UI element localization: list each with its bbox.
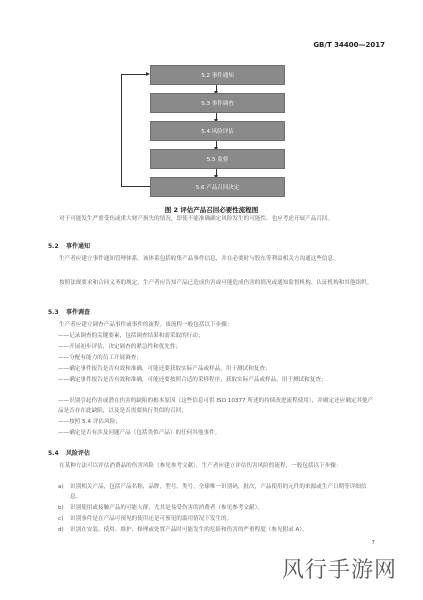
paragraph: 生产者应建立调查产品事件或事件的流程。该流程一般包括以下步骤： (59, 322, 233, 328)
figure-caption: 图 2 评估产品召回必要性流程图 (164, 206, 259, 214)
loop-arrowhead (146, 72, 150, 76)
standard-code: GB/T 34400—2017 (313, 41, 385, 49)
list-text: 识别相关产品，包括产品名称，品牌，型号，类号，全球唯一识别码，批次，产品使用的元件的来源或生产日期等详细信息。 (70, 484, 367, 500)
list-label: c) (58, 516, 64, 522)
list-item: ——识别引起伤害或潜在伤害的缺陷的根本原因（这些信息可供 ISO 10377 所述的持续改进流程使用），并确定还应确定其他产品是否存在此缺陷，以及是否需要执行类似的召回； (58, 398, 374, 414)
loop-line-left (121, 74, 122, 187)
list-text: 识别使用或接触产品的可能人群，尤其是易受伤害的消费者（参见参考文献）。 (70, 505, 263, 511)
loop-line-bottom (121, 186, 150, 187)
loop-line-top (121, 74, 147, 75)
paragraph: 在某种方法可以评估消费品的伤害风险（参见参考文献），生产者应建立评估伤害风险的流程，一般包括以下步骤： (59, 463, 342, 469)
paragraph: 生产者应建立事件通知管理体系。该体系包括收集产品事件信息，并在必要时与股东等利益相关方沟通这些信息。 (59, 256, 339, 262)
paragraph: 按照法规要求和合同义务的规定，生产者应告知产品已造成伤害或可能造成伤害的情况或通知监督机构、认证机构和其他组织。 (59, 280, 373, 286)
list-label: d) (58, 527, 64, 533)
flow-step-event-notification: 5.2 事件通知 (150, 65, 285, 85)
section-number: 5.4 (48, 450, 59, 457)
list-item: ——记录调查的关键要素，包括调查结果和需采取的行动； (58, 333, 204, 339)
list-text: 识别在安装、使用、维护、修理或处置产品时可能发生的危险和伤害的严重程度（参见附录 A）。 (70, 527, 308, 533)
page-number: 7 (371, 540, 375, 546)
flow-step-risk-assessment: 5.4 风险评估 (150, 121, 285, 141)
section-title: 事件通知 (66, 243, 91, 250)
list-label: a) (58, 484, 64, 490)
list-item: ——确定是否有涉及问题产品（包括类似产品）的任何其他事件。 (58, 430, 221, 436)
list-item (58, 515, 376, 525)
flow-step-recall-decision: 5.6 产品召回决定 (150, 177, 285, 197)
list-item (58, 526, 376, 536)
list-item: ——开展初步评估，决定调查的紧急性和优先性； (58, 344, 182, 350)
list-text: 识别事件是在产品可预见的使用还是可预见的滥用情况下发生的。 (70, 516, 233, 522)
list-item (58, 483, 376, 502)
intro-paragraph: 对于可能发生严重受伤或重大财产损失的情况，即使不能准确确定风险发生的可能性，也应考虑开展产品召回。 (59, 216, 334, 222)
section-heading-5-4 (48, 448, 90, 457)
flow-step-monitoring: 5.5 监督 (150, 149, 285, 169)
flow-step-event-investigation: 5.3 事件调查 (150, 93, 285, 113)
section-number: 5.3 (48, 309, 59, 316)
section-heading-5-2 (48, 241, 90, 250)
section-heading-5-3 (48, 307, 90, 316)
section-title: 风险评估 (66, 450, 91, 457)
list-label: b) (58, 505, 64, 511)
section-number: 5.2 (48, 243, 59, 250)
list-item: ——按照 5.4 评估风险； (58, 419, 121, 425)
watermark-logo: 风行手游网 (282, 558, 398, 583)
section-title: 事件调查 (66, 309, 91, 316)
list-item: ——分配有能力的员工开展调查； (58, 355, 142, 361)
list-item: ——确定事件报告是否有效和准确，可能还要按照合适的采样程序，获取实际产品或样品，用于测试和复查； (58, 377, 327, 383)
list-item (58, 504, 376, 514)
list-item: ——确定事件报告是否有效和准确，可能还要获取实际产品或样品，用于测试和复查； (58, 366, 271, 372)
